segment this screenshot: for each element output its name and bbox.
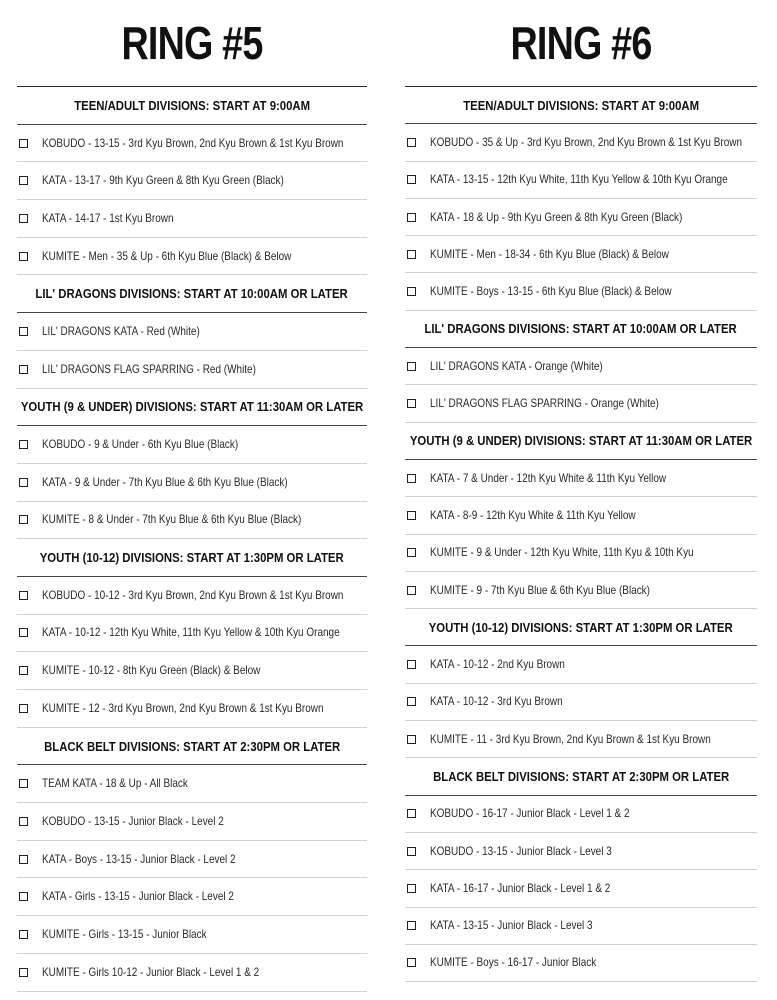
division-header bbox=[405, 311, 757, 348]
checkbox-square-icon[interactable] bbox=[19, 892, 28, 901]
division-header bbox=[405, 609, 757, 646]
division-item-label: KUMITE - 10-12 - 8th Kyu Green (Black) & Below bbox=[42, 664, 261, 678]
checkbox-square-icon[interactable] bbox=[407, 213, 416, 222]
division-header-label: LIL' DRAGONS DIVISIONS: START AT 10:00AM OR LATER bbox=[35, 286, 349, 302]
division-item-label: KATA - 13-17 - 9th Kyu Green & 8th Kyu Green (Black) bbox=[42, 174, 284, 188]
checkbox-square-icon[interactable] bbox=[407, 958, 416, 967]
division-item-label: LIL' DRAGONS KATA - Orange (White) bbox=[430, 359, 603, 373]
division-header-label: YOUTH (10-12) DIVISIONS: START AT 1:30PM OR LATER bbox=[429, 619, 733, 635]
checkbox-square-icon[interactable] bbox=[19, 139, 28, 148]
division-item bbox=[17, 502, 367, 540]
division-item-label: KOBUDO - 13-15 - Junior Black - Level 2 bbox=[42, 814, 224, 828]
checkbox-square-icon[interactable] bbox=[19, 176, 28, 185]
division-item-label: LIL' DRAGONS FLAG SPARRING - Red (White) bbox=[42, 362, 256, 376]
division-item bbox=[405, 497, 757, 534]
division-item-label: KATA - Girls - 13-15 - Junior Black - Level 2 bbox=[42, 890, 234, 904]
checkbox-square-icon[interactable] bbox=[19, 327, 28, 336]
division-item bbox=[17, 803, 367, 841]
checkbox-square-icon[interactable] bbox=[407, 586, 416, 595]
division-item-label: KUMITE - 9 & Under - 12th Kyu White, 11th Kyu & 10th Kyu bbox=[430, 546, 694, 560]
checkbox-square-icon[interactable] bbox=[407, 175, 416, 184]
division-header-label: BLACK BELT DIVISIONS: START AT 2:30PM OR LATER bbox=[43, 738, 341, 754]
division-item-label: KUMITE - 11 - 3rd Kyu Brown, 2nd Kyu Brown & 1st Kyu Brown bbox=[430, 732, 711, 746]
checkbox-square-icon[interactable] bbox=[407, 511, 416, 520]
division-item bbox=[405, 236, 757, 273]
division-item bbox=[405, 684, 757, 721]
checkbox-square-icon[interactable] bbox=[407, 735, 416, 744]
checkbox-square-icon[interactable] bbox=[19, 968, 28, 977]
division-item bbox=[405, 348, 757, 385]
division-header bbox=[17, 728, 367, 766]
checkbox-square-icon[interactable] bbox=[19, 855, 28, 864]
division-item-label: KOBUDO - 13-15 - 3rd Kyu Brown, 2nd Kyu Brown & 1st Kyu Brown bbox=[42, 136, 344, 150]
division-item-label: KATA - 13-15 - 12th Kyu White, 11th Kyu Yellow & 10th Kyu Orange bbox=[430, 173, 728, 187]
checkbox-square-icon[interactable] bbox=[407, 697, 416, 706]
checkbox-square-icon[interactable] bbox=[19, 515, 28, 524]
division-header-label: TEEN/ADULT DIVISIONS: START AT 9:00AM bbox=[463, 97, 699, 113]
division-item bbox=[17, 916, 367, 954]
division-item bbox=[405, 460, 757, 497]
checkbox-square-icon[interactable] bbox=[19, 666, 28, 675]
division-item bbox=[17, 841, 367, 879]
division-item-label: KATA - 10-12 - 2nd Kyu Brown bbox=[430, 658, 565, 672]
division-item-label: TEAM KATA - 18 & Up - All Black bbox=[42, 777, 188, 791]
checkbox-square-icon[interactable] bbox=[19, 252, 28, 261]
division-item bbox=[405, 124, 757, 161]
checkbox-square-icon[interactable] bbox=[19, 704, 28, 713]
division-item-label: KUMITE - Girls 10-12 - Junior Black - Level 1 & 2 bbox=[42, 965, 260, 979]
division-item-label: KOBUDO - 10-12 - 3rd Kyu Brown, 2nd Kyu Brown & 1st Kyu Brown bbox=[42, 588, 344, 602]
division-header-label: BLACK BELT DIVISIONS: START AT 2:30PM OR LATER bbox=[432, 768, 730, 784]
division-item-label: KATA - 10-12 - 12th Kyu White, 11th Kyu Yellow & 10th Kyu Orange bbox=[42, 626, 340, 640]
division-item-label: KATA - 10-12 - 3rd Kyu Brown bbox=[430, 695, 563, 709]
division-item-label: KUMITE - 8 & Under - 7th Kyu Blue & 6th Kyu Blue (Black) bbox=[42, 513, 302, 527]
division-item-label: KATA - 8-9 - 12th Kyu White & 11th Kyu Yellow bbox=[430, 508, 636, 522]
checkbox-square-icon[interactable] bbox=[407, 847, 416, 856]
division-header bbox=[405, 423, 757, 460]
checkbox-square-icon[interactable] bbox=[407, 250, 416, 259]
division-item bbox=[405, 273, 757, 310]
division-item bbox=[17, 238, 367, 276]
checkbox-square-icon[interactable] bbox=[407, 548, 416, 557]
checkbox-square-icon[interactable] bbox=[19, 478, 28, 487]
division-item bbox=[17, 652, 367, 690]
division-header bbox=[17, 539, 367, 577]
division-item bbox=[405, 833, 757, 870]
checkbox-square-icon[interactable] bbox=[407, 884, 416, 893]
checkbox-square-icon[interactable] bbox=[19, 817, 28, 826]
division-item bbox=[405, 721, 757, 758]
division-item bbox=[17, 200, 367, 238]
checkbox-square-icon[interactable] bbox=[407, 399, 416, 408]
checkbox-square-icon[interactable] bbox=[407, 138, 416, 147]
checkbox-square-icon[interactable] bbox=[19, 440, 28, 449]
division-header bbox=[405, 87, 757, 124]
checkbox-square-icon[interactable] bbox=[19, 365, 28, 374]
division-item bbox=[17, 577, 367, 615]
division-item bbox=[17, 954, 367, 992]
division-item bbox=[405, 796, 757, 833]
division-item-label: KUMITE - Girls - 13-15 - Junior Black bbox=[42, 927, 207, 941]
division-item bbox=[17, 162, 367, 200]
division-item-label: LIL' DRAGONS KATA - Red (White) bbox=[42, 324, 200, 338]
division-item-label: KATA - 13-15 - Junior Black - Level 3 bbox=[430, 919, 593, 933]
division-item bbox=[405, 646, 757, 683]
division-header bbox=[17, 275, 367, 313]
division-header-label: TEEN/ADULT DIVISIONS: START AT 9:00AM bbox=[74, 97, 310, 113]
checkbox-square-icon[interactable] bbox=[407, 660, 416, 669]
division-item-label: KUMITE - 9 - 7th Kyu Blue & 6th Kyu Blue (Black) bbox=[430, 583, 650, 597]
division-item bbox=[405, 162, 757, 199]
checkbox-square-icon[interactable] bbox=[407, 287, 416, 296]
division-item bbox=[17, 878, 367, 916]
division-item bbox=[17, 690, 367, 728]
division-item bbox=[405, 572, 757, 609]
division-item-label: KATA - 14-17 - 1st Kyu Brown bbox=[42, 211, 174, 225]
division-header bbox=[405, 758, 757, 795]
division-item bbox=[405, 535, 757, 572]
division-header-label: LIL' DRAGONS DIVISIONS: START AT 10:00AM OR LATER bbox=[424, 321, 738, 337]
checkbox-square-icon[interactable] bbox=[407, 809, 416, 818]
division-item bbox=[17, 351, 367, 389]
division-item-label: KOBUDO - 13-15 - Junior Black - Level 3 bbox=[430, 844, 612, 858]
division-item-label: KOBUDO - 35 & Up - 3rd Kyu Brown, 2nd Kyu Brown & 1st Kyu Brown bbox=[430, 135, 742, 149]
checkbox-square-icon[interactable] bbox=[19, 779, 28, 788]
division-item-label: KUMITE - Boys - 13-15 - 6th Kyu Blue (Black) & Below bbox=[430, 285, 672, 299]
division-item bbox=[17, 426, 367, 464]
checkbox-square-icon[interactable] bbox=[407, 474, 416, 483]
division-item bbox=[17, 125, 367, 163]
ring-6-title: RING #6 bbox=[510, 17, 652, 69]
division-item bbox=[405, 199, 757, 236]
ring-5-division-list bbox=[17, 86, 367, 992]
division-item-label: KOBUDO - 9 & Under - 6th Kyu Blue (Black) bbox=[42, 438, 239, 452]
division-item bbox=[17, 464, 367, 502]
division-item bbox=[405, 908, 757, 945]
division-item-label: KUMITE - Men - 35 & Up - 6th Kyu Blue (Black) & Below bbox=[42, 249, 292, 263]
ring-5-column bbox=[17, 0, 367, 992]
ring-6-column bbox=[405, 0, 757, 982]
division-header-label: YOUTH (9 & UNDER) DIVISIONS: START AT 11:30AM OR LATER bbox=[409, 433, 753, 449]
checkbox-square-icon[interactable] bbox=[19, 214, 28, 223]
division-item bbox=[405, 385, 757, 422]
checkbox-square-icon[interactable] bbox=[19, 591, 28, 600]
division-item-label: LIL' DRAGONS FLAG SPARRING - Orange (White) bbox=[430, 397, 659, 411]
division-item-label: KATA - 9 & Under - 7th Kyu Blue & 6th Kyu Blue (Black) bbox=[42, 475, 288, 489]
checkbox-square-icon[interactable] bbox=[19, 930, 28, 939]
division-item-label: KATA - Boys - 13-15 - Junior Black - Level 2 bbox=[42, 852, 236, 866]
division-item bbox=[17, 615, 367, 653]
division-item-label: KUMITE - 12 - 3rd Kyu Brown, 2nd Kyu Brown & 1st Kyu Brown bbox=[42, 701, 324, 715]
division-item-label: KATA - 18 & Up - 9th Kyu Green & 8th Kyu Green (Black) bbox=[430, 210, 683, 224]
division-header-label: YOUTH (9 & UNDER) DIVISIONS: START AT 11:30AM OR LATER bbox=[20, 399, 364, 415]
checkbox-square-icon[interactable] bbox=[407, 362, 416, 371]
division-item bbox=[17, 765, 367, 803]
division-item-label: KUMITE - Men - 18-34 - 6th Kyu Blue (Black) & Below bbox=[430, 247, 669, 261]
division-header bbox=[17, 87, 367, 125]
division-item-label: KOBUDO - 16-17 - Junior Black - Level 1 & 2 bbox=[430, 807, 630, 821]
checkbox-square-icon[interactable] bbox=[19, 628, 28, 637]
division-item-label: KATA - 7 & Under - 12th Kyu White & 11th Kyu Yellow bbox=[430, 471, 667, 485]
division-item-label: KATA - 16-17 - Junior Black - Level 1 & 2 bbox=[430, 881, 611, 895]
ring-5-title: RING #5 bbox=[121, 17, 263, 69]
ring-6-division-list bbox=[405, 86, 757, 982]
division-header-label: YOUTH (10-12) DIVISIONS: START AT 1:30PM OR LATER bbox=[40, 550, 344, 566]
division-header bbox=[17, 389, 367, 427]
checkbox-square-icon[interactable] bbox=[407, 921, 416, 930]
division-item bbox=[405, 945, 757, 982]
division-item bbox=[405, 870, 757, 907]
division-item bbox=[17, 313, 367, 351]
division-item-label: KUMITE - Boys - 16-17 - Junior Black bbox=[430, 956, 597, 970]
